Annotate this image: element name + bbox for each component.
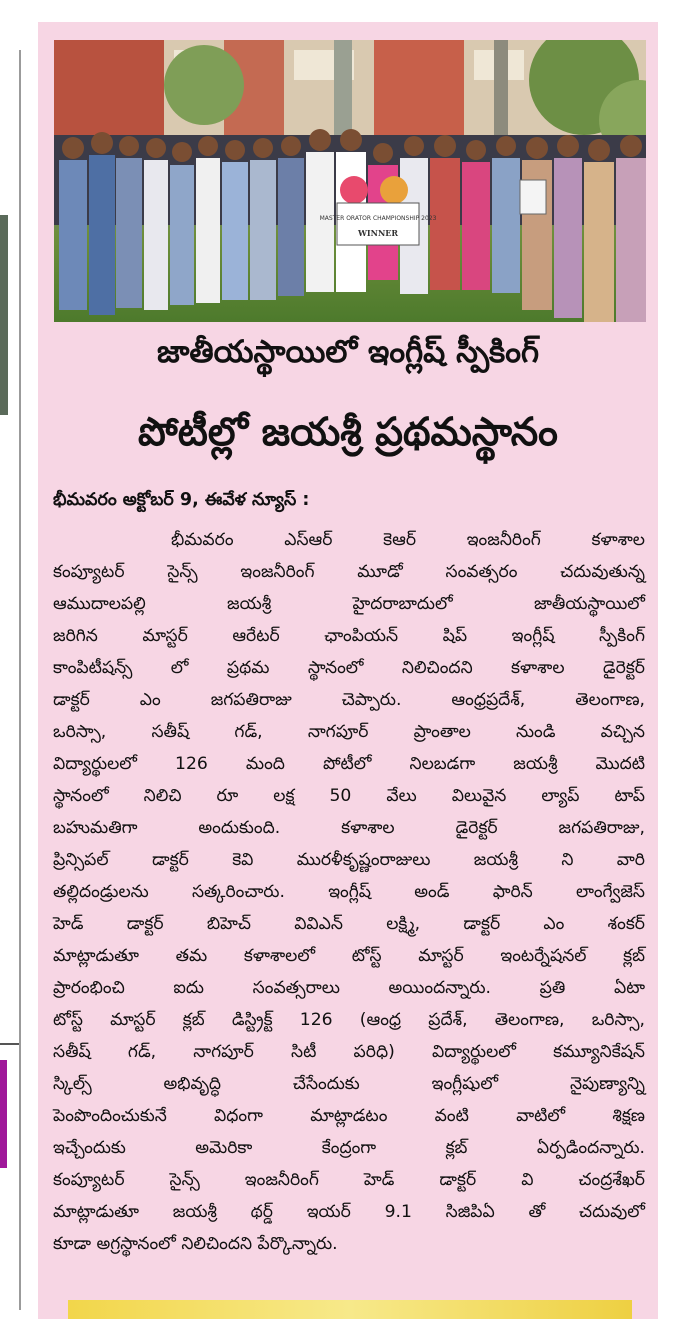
body-line: జరిగిన మాస్టర్ ఆరేటర్ ఛాంపియన్ షిప్ ఇంగ్లీష్ స్పీకింగ్ [53, 626, 645, 646]
group-photo [54, 40, 646, 322]
article-body [53, 524, 645, 1260]
body-line: ఆముదాలపల్లి జయశ్రీ హైదరాబాదులో జాతీయస్థాయిలో [53, 594, 645, 614]
body-line: స్థానంలో నిలిచి రూ లక్ష 50 వేలు విలువైన ల్యాప్ టాప్ [53, 786, 645, 806]
body-line: డాక్టర్ ఎం జగపతిరాజు చెప్పారు. ఆంధ్రప్రదేశ్, తెలంగాణ, [53, 690, 645, 710]
banner-winner: WINNER [357, 228, 399, 238]
adjacent-rule [0, 1043, 19, 1045]
headline-line-1: జాతీయస్థాయిలో ఇంగ్లీష్ స్పీకింగ్ [156, 334, 540, 370]
adjacent-photo-edge [0, 215, 8, 415]
body-line: ప్రిన్సిపల్ డాక్టర్ కెవి మురళీకృష్ణంరాజులు జయశ్రీ ని వారి [53, 850, 645, 870]
news-article [38, 22, 658, 1319]
dateline: భీమవరం అక్టోబర్ 9, ఈవేళ న్యూస్ : [53, 490, 310, 510]
body-line: కంప్యూటర్ సైన్స్ ఇంజనీరింగ్ హెడ్ డాక్టర్ వి చంద్రశేఖర్ [53, 1170, 645, 1190]
body-line: మాట్లాడుతూ జయశ్రీ థర్డ్ ఇయర్ 9.1 సిజిపిఏ తో చదువులో [53, 1202, 645, 1222]
body-line: విద్యార్థులలో 126 మంది పోటీలో నిలబడగా జయశ్రీ మొదటి [53, 754, 645, 774]
headline-line-2: పోటీల్లో జయశ్రీ ప్రథమస్థానం [138, 410, 558, 455]
body-line: హెడ్ డాక్టర్ బిహెచ్ వివిఎన్ లక్ష్మి, డాక్టర్ ఎం శంకర్ [53, 914, 645, 934]
body-line: భీమవరం ఎస్ఆర్ కెఆర్ ఇంజనీరింగ్ కళాశాల [171, 530, 645, 550]
banner-title: MASTER ORATOR CHAMPIONSHIP 2023 [319, 215, 437, 222]
body-line: టోస్ట్ మాస్టర్ క్లబ్ డిస్ట్రిక్ట్ 126 (ఆంధ్ర ప్రదేశ్, తెలంగాణ, ఒరిస్సా, [53, 1010, 645, 1030]
group-photo-image [54, 40, 646, 322]
body-line: పెంపొందించుకునే విధంగా మాట్లాడటం వంటి వాటిలో శిక్షణ [53, 1106, 645, 1126]
adjacent-color-block [0, 1060, 7, 1168]
body-line: స్కిల్స్ అభివృద్ధి చేసేందుకు ఇంగ్లీషులో నైపుణ్యాన్ని [53, 1074, 645, 1094]
body-line: ఇచ్చేందుకు అమెరికా కేంద్రంగా క్లబ్ ఏర్పడిందన్నారు. [53, 1138, 645, 1158]
body-line: ఒరిస్సా, సతీష్ గడ్, నాగపూర్ ప్రాంతాల నుండి వచ్చిన [53, 722, 645, 742]
body-line: కంప్యూటర్ సైన్స్ ఇంజనీరింగ్ మూడో సంవత్సరం చదువుతున్న [53, 562, 645, 582]
body-line: తల్లిదండ్రులను సత్కరించారు. ఇంగ్లీష్ అండ్ ఫారిన్ లాంగ్వేజెస్ [53, 882, 645, 902]
body-line: మాట్లాడుతూ తమ కళాశాలలో టోస్ట్ మాస్టర్ ఇంటర్నేషనల్ క్లబ్ [53, 946, 645, 966]
next-article-edge [68, 1300, 632, 1319]
body-line: కాంపిటీషన్స్ లో ప్రథమ స్థానంలో నిలిచిందని కళాశాల డైరెక్టర్ [53, 658, 645, 678]
column-divider [19, 50, 21, 1310]
body-line: సతీష్ గడ్, నాగపూర్ సిటీ పరిధి) విద్యార్థులలో కమ్యూనికేషన్ [53, 1042, 645, 1062]
body-line: ప్రారంభించి ఐదు సంవత్సరాలు అయిందన్నారు. ప్రతి ఏటా [53, 978, 645, 998]
body-line: బహుమతిగా అందుకుంది. కళాశాల డైరెక్టర్ జగపతిరాజు, [53, 818, 645, 838]
body-line: కూడా అగ్రస్థానంలో నిలిచిందని పేర్కొన్నారు. [53, 1234, 338, 1254]
